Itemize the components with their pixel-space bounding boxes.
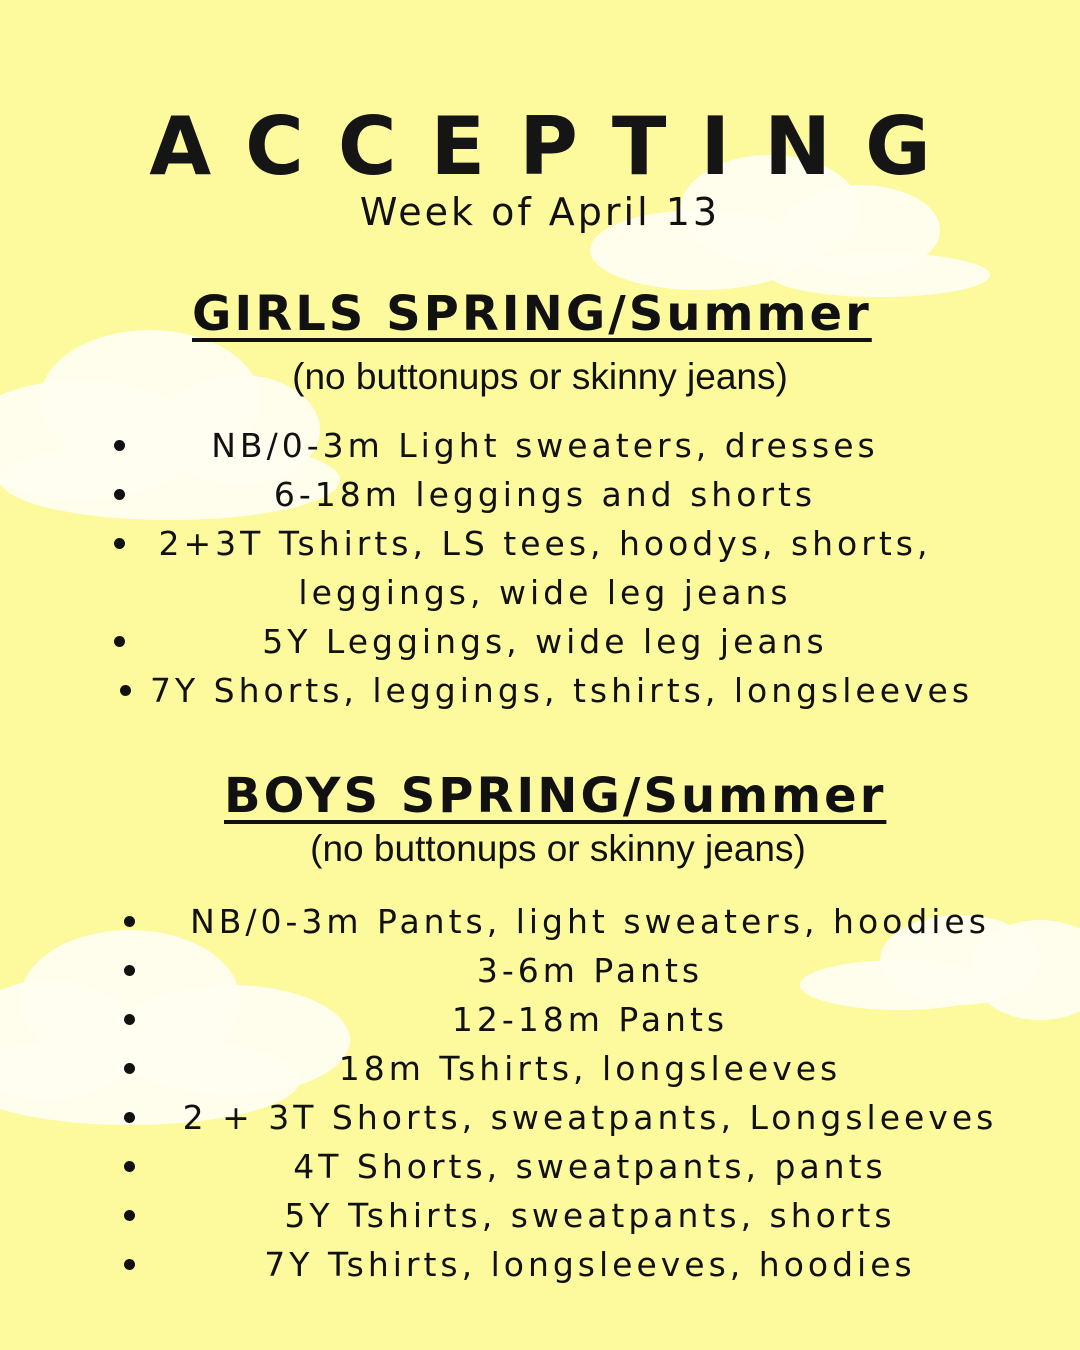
girls-section-note: (no buttonups or skinny jeans): [292, 356, 788, 397]
list-item: 2+3T Tshirts, LS tees, hoodys, shorts,: [150, 519, 940, 568]
bullet-icon: [124, 1063, 135, 1074]
list-item-continuation: leggings, wide leg jeans: [298, 573, 792, 612]
poster-subtitle: Week of April 13: [359, 190, 721, 234]
boys-item-list: [160, 897, 1020, 1289]
list-item: 7Y Tshirts, longsleeves, hoodies: [160, 1240, 1020, 1289]
poster-title: ACCEPTING: [149, 100, 965, 193]
bullet-icon: [120, 685, 131, 696]
bullet-icon: [124, 1210, 135, 1221]
bullet-icon: [124, 1112, 135, 1123]
list-item: 5Y Tshirts, sweatpants, shorts: [160, 1191, 1020, 1240]
list-item: 5Y Leggings, wide leg jeans: [150, 617, 940, 666]
bullet-icon: [124, 1259, 135, 1270]
bullet-icon: [114, 489, 125, 500]
list-item: 2 + 3T Shorts, sweatpants, Longsleeves: [160, 1093, 1020, 1142]
list-item: 18m Tshirts, longsleeves: [160, 1044, 1020, 1093]
list-item: NB/0-3m Pants, light sweaters, hoodies: [160, 897, 1020, 946]
bullet-icon: [114, 440, 125, 451]
boys-section-heading: BOYS SPRING/Summer: [224, 768, 887, 824]
list-item: 6-18m leggings and shorts: [150, 470, 940, 519]
list-item: 7Y Shorts, leggings, tshirts, longsleeves: [150, 666, 940, 715]
list-item: NB/0-3m Light sweaters, dresses: [150, 421, 940, 470]
list-item: 3-6m Pants: [160, 946, 1020, 995]
bullet-icon: [114, 538, 125, 549]
girls-section-heading: GIRLS SPRING/Summer: [192, 286, 872, 342]
bullet-icon: [124, 916, 135, 927]
bullet-icon: [124, 965, 135, 976]
bullet-icon: [124, 1014, 135, 1025]
boys-section-note: (no buttonups or skinny jeans): [310, 828, 806, 869]
list-item: 12-18m Pants: [160, 995, 1020, 1044]
list-item: 4T Shorts, sweatpants, pants: [160, 1142, 1020, 1191]
girls-item-list: [150, 421, 974, 715]
bullet-icon: [114, 636, 125, 647]
bullet-icon: [124, 1161, 135, 1172]
